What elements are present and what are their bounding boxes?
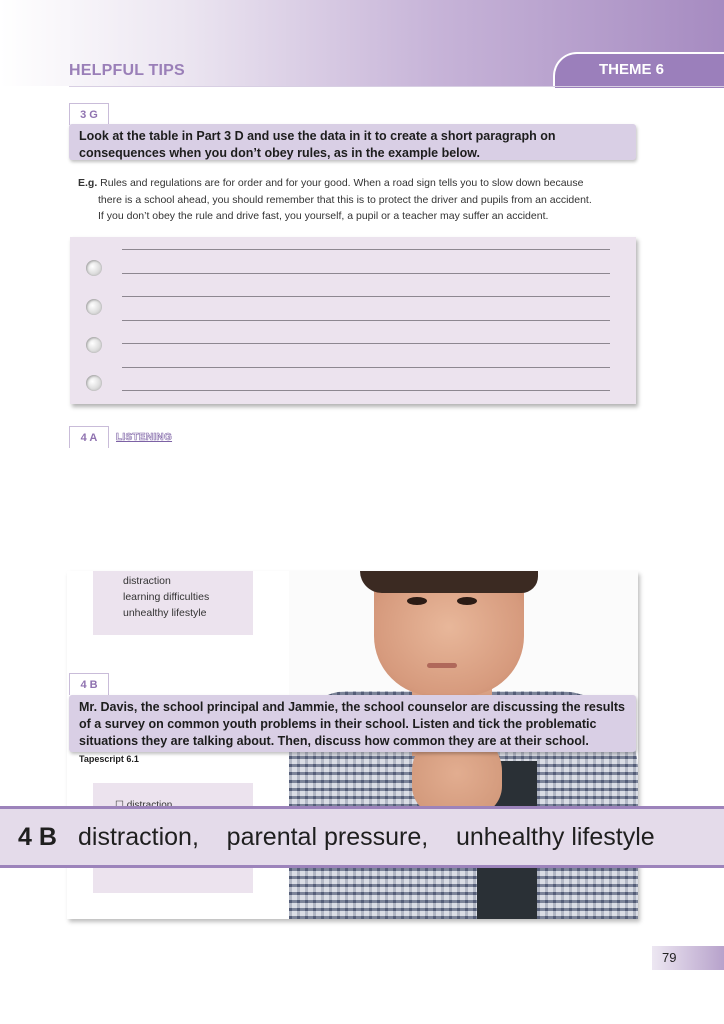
section-tag-3g: 3 G	[69, 103, 109, 125]
ruled-line	[122, 249, 610, 250]
ring-hole-icon	[86, 375, 102, 391]
example-paragraph	[78, 175, 638, 225]
boy-eye	[407, 597, 427, 605]
word-list-box	[93, 571, 253, 635]
example-line-3: If you don’t obey the rule and drive fast, you yourself, a pupil or a teacher may suffer an accident.	[98, 210, 549, 222]
instruction-4b-text: Mr. Davis, the school principal and Jammie, the school counselor are discussing the results of a survey on common youth problems in their school. Listen and tick the problematic situations they are talking about. Then, discuss how common they are at their school.	[79, 700, 625, 748]
page-section-title: HELPFUL TIPS	[69, 62, 185, 79]
boy-mouth	[427, 663, 457, 668]
word-item: distraction	[123, 575, 171, 587]
theme-label: THEME 6	[599, 61, 665, 78]
example-label: E.g.	[78, 177, 98, 189]
word-item: learning difficulties	[123, 591, 210, 603]
section-tag-4b: 4 B	[69, 673, 109, 695]
page-number: 79	[652, 946, 724, 970]
tapescript-ref: Tapescript 6.1	[79, 754, 139, 764]
ring-hole-icon	[86, 337, 102, 353]
ruled-line	[122, 367, 610, 368]
ruled-line	[122, 390, 610, 391]
instruction-4b	[69, 695, 636, 764]
answer-bar	[0, 806, 724, 868]
boy-hair	[360, 571, 538, 593]
boy-eye	[457, 597, 477, 605]
instruction-3g: Look at the table in Part 3 D and use the data in it to create a short paragraph on consequences when you don’t obey rules, as in the example below.	[69, 124, 636, 160]
ring-hole-icon	[86, 260, 102, 276]
ruled-line	[122, 320, 610, 321]
answer-text: distraction, parental pressure, unhealthy lifestyle	[78, 823, 655, 851]
ring-hole-icon	[86, 299, 102, 315]
listening-label: LISTENING	[116, 432, 173, 443]
example-line-2: there is a school ahead, you should remember that this is to protect the driver and pupils from an accident.	[98, 193, 592, 206]
writing-notebook[interactable]	[70, 237, 636, 404]
ruled-line	[122, 343, 610, 344]
ruled-line	[122, 273, 610, 274]
theme-tab	[553, 52, 724, 88]
ruled-line	[122, 296, 610, 297]
word-item: unhealthy lifestyle	[123, 607, 207, 619]
header-divider	[69, 86, 724, 87]
example-line-1: Rules and regulations are for order and for your good. When a road sign tells you to slow down because	[97, 177, 584, 189]
section-tag-4a: 4 A	[69, 426, 109, 448]
answer-number: 4 B	[18, 823, 57, 851]
